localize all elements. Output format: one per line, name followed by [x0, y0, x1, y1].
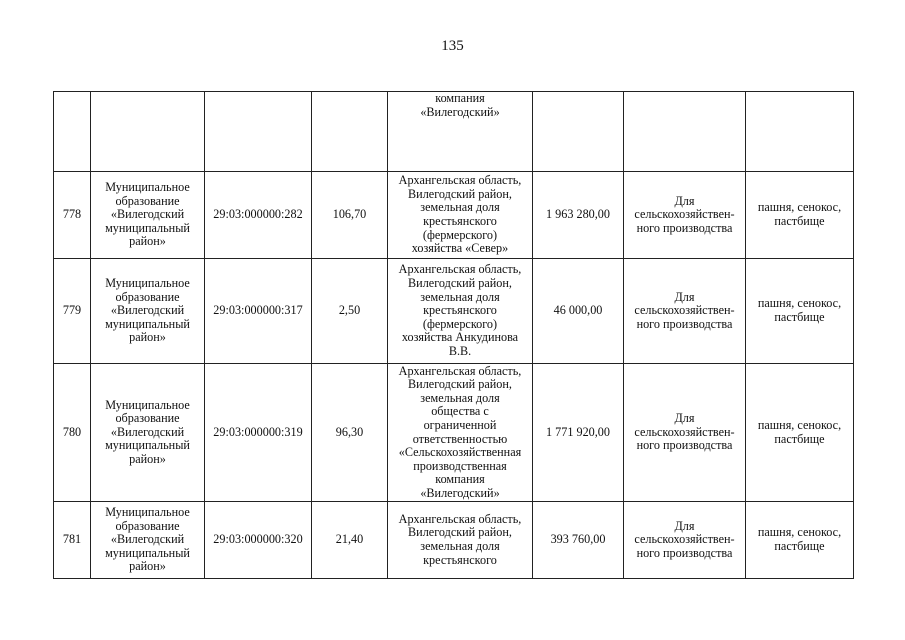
- cell-purpose-line: Для: [674, 518, 695, 533]
- cell-owner: [91, 502, 205, 579]
- cell-purpose: [624, 364, 746, 502]
- cell-cadastral-number: 29:03:000000:317: [205, 259, 312, 364]
- cell-land-use-line: пастбище: [774, 214, 825, 228]
- cell-cadastral-number: 29:03:000000:282: [205, 172, 312, 259]
- cell-description-line: Вилегодский район,: [408, 186, 512, 201]
- cell-description-line: В.В.: [448, 343, 472, 358]
- cell-land-use-line: пастбище: [774, 539, 825, 553]
- table-row: [54, 502, 854, 579]
- cell-purpose-line: Для: [674, 411, 695, 426]
- cell-purpose: [624, 172, 746, 259]
- cell-owner-line: «Вилегодский: [110, 303, 185, 318]
- cell-cadastral-value: 1 963 280,00: [533, 172, 624, 259]
- cell-purpose-line: сельскохозяйствен-: [634, 303, 735, 318]
- cell-owner-line: район»: [129, 330, 166, 345]
- cell-land-use: [746, 502, 854, 579]
- cell-land-use-line: пашня, сенокос,: [757, 200, 842, 215]
- cell-cadastral-value: [533, 92, 624, 172]
- cell-owner-line: образование: [115, 518, 180, 533]
- cell-land-use-line: пашня, сенокос,: [757, 525, 842, 540]
- cell-description-line: крестьянского: [423, 214, 497, 228]
- cell-description-line: «Сельскохозяйственная: [398, 445, 522, 460]
- cell-owner-line: образование: [115, 411, 180, 426]
- cell-land-use-line: пашня, сенокос,: [757, 417, 842, 432]
- cell-owner-line: «Вилегодский: [110, 424, 185, 439]
- cell-purpose-line: сельскохозяйствен-: [634, 207, 735, 222]
- cell-description: [388, 92, 533, 172]
- cell-purpose-line: Для: [674, 193, 695, 208]
- cell-description-line: «Вилегодский»: [420, 485, 500, 500]
- cell-owner-line: муниципальный: [105, 220, 190, 235]
- cell-owner-line: муниципальный: [105, 438, 190, 453]
- cell-description-line: общества с: [431, 404, 489, 419]
- cell-description-line: ответственностью: [412, 431, 508, 446]
- cell-description-line: земельная доля: [420, 200, 500, 215]
- cell-purpose-line: Для: [674, 289, 695, 304]
- cell-land-use: [746, 92, 854, 172]
- cell-purpose-line: ного производства: [636, 316, 733, 331]
- cell-land-use: [746, 259, 854, 364]
- cell-description-line: Архангельская область,: [398, 511, 522, 526]
- table-row: [54, 259, 854, 364]
- cell-description-line: хозяйства Анкудинова: [401, 330, 519, 345]
- cell-description-line: Вилегодский район,: [408, 525, 512, 540]
- table-row: [54, 172, 854, 259]
- cell-description: [388, 172, 533, 259]
- cell-cadastral-value: 1 771 920,00: [533, 364, 624, 502]
- cell-description-line: Вилегодский район,: [408, 377, 512, 392]
- cell-number: 779: [54, 259, 91, 364]
- land-plots-table: [53, 91, 854, 579]
- cell-purpose-line: ного производства: [636, 438, 733, 453]
- cell-land-use-line: пастбище: [774, 310, 825, 324]
- table-row: [54, 92, 854, 172]
- cell-description-line: (фермерского): [422, 227, 498, 242]
- cell-purpose-line: ного производства: [636, 220, 733, 235]
- cell-owner-line: «Вилегодский: [110, 207, 185, 222]
- cell-land-use: [746, 364, 854, 502]
- cell-cadastral-value: 46 000,00: [533, 259, 624, 364]
- cell-owner: [91, 172, 205, 259]
- cell-cadastral-number: 29:03:000000:320: [205, 502, 312, 579]
- cell-purpose-line: сельскохозяйствен-: [634, 424, 735, 439]
- cell-purpose: [624, 259, 746, 364]
- cell-cadastral-number: [205, 92, 312, 172]
- cell-owner: [91, 259, 205, 364]
- cell-number: 778: [54, 172, 91, 259]
- table-row: [54, 364, 854, 502]
- cell-description-line: «Вилегодский»: [420, 104, 500, 119]
- cell-description-line: (фермерского): [422, 316, 498, 331]
- cell-description-line: ограниченной: [423, 417, 497, 432]
- cell-land-use-line: пашня, сенокос,: [757, 296, 842, 311]
- cell-description-line: компания: [435, 472, 485, 487]
- cell-owner-line: муниципальный: [105, 545, 190, 560]
- cell-purpose: [624, 502, 746, 579]
- cell-owner-line: район»: [129, 451, 166, 466]
- cell-description-line: компания: [435, 91, 485, 105]
- cell-owner-line: район»: [129, 559, 166, 574]
- cell-cadastral-number: 29:03:000000:319: [205, 364, 312, 502]
- cell-owner: [91, 92, 205, 172]
- cell-description-line: Вилегодский район,: [408, 276, 512, 291]
- cell-area: 106,70: [312, 172, 388, 259]
- cell-description-line: земельная доля: [420, 390, 500, 405]
- cell-description-line: хозяйства «Север»: [411, 241, 509, 256]
- cell-owner-line: «Вилегодский: [110, 532, 185, 547]
- cell-area: 21,40: [312, 502, 388, 579]
- cell-description-line: земельная доля: [420, 289, 500, 304]
- cell-description-line: Архангельская область,: [398, 363, 522, 378]
- page-number: 135: [441, 38, 464, 54]
- cell-area: 96,30: [312, 364, 388, 502]
- cell-description-line: земельная доля: [420, 539, 500, 553]
- cell-description-line: крестьянского: [423, 303, 497, 318]
- cell-purpose: [624, 92, 746, 172]
- cell-description-line: производственная: [413, 458, 507, 473]
- cell-land-use: [746, 172, 854, 259]
- cell-description: [388, 502, 533, 579]
- cell-number: [54, 92, 91, 172]
- cell-cadastral-value: 393 760,00: [533, 502, 624, 579]
- cell-description: [388, 259, 533, 364]
- cell-owner-line: муниципальный: [105, 316, 190, 331]
- cell-owner-line: Муниципальное: [105, 397, 190, 412]
- cell-number: 780: [54, 364, 91, 502]
- cell-owner-line: район»: [129, 234, 166, 249]
- cell-purpose-line: сельскохозяйствен-: [634, 532, 735, 547]
- cell-owner-line: Муниципальное: [105, 276, 190, 291]
- cell-description: [388, 364, 533, 502]
- cell-description-line: Архангельская область,: [398, 262, 522, 277]
- cell-land-use-line: пастбище: [774, 431, 825, 446]
- cell-owner-line: Муниципальное: [105, 180, 190, 195]
- table-body: [54, 92, 854, 579]
- cell-area: 2,50: [312, 259, 388, 364]
- cell-owner-line: образование: [115, 289, 180, 304]
- cell-number: 781: [54, 502, 91, 579]
- cell-description-line: крестьянского: [423, 552, 497, 567]
- cell-area: [312, 92, 388, 172]
- cell-owner-line: Муниципальное: [105, 505, 190, 520]
- cell-purpose-line: ного производства: [636, 545, 733, 560]
- cell-description-line: Архангельская область,: [398, 173, 522, 188]
- cell-owner-line: образование: [115, 193, 180, 208]
- cell-owner: [91, 364, 205, 502]
